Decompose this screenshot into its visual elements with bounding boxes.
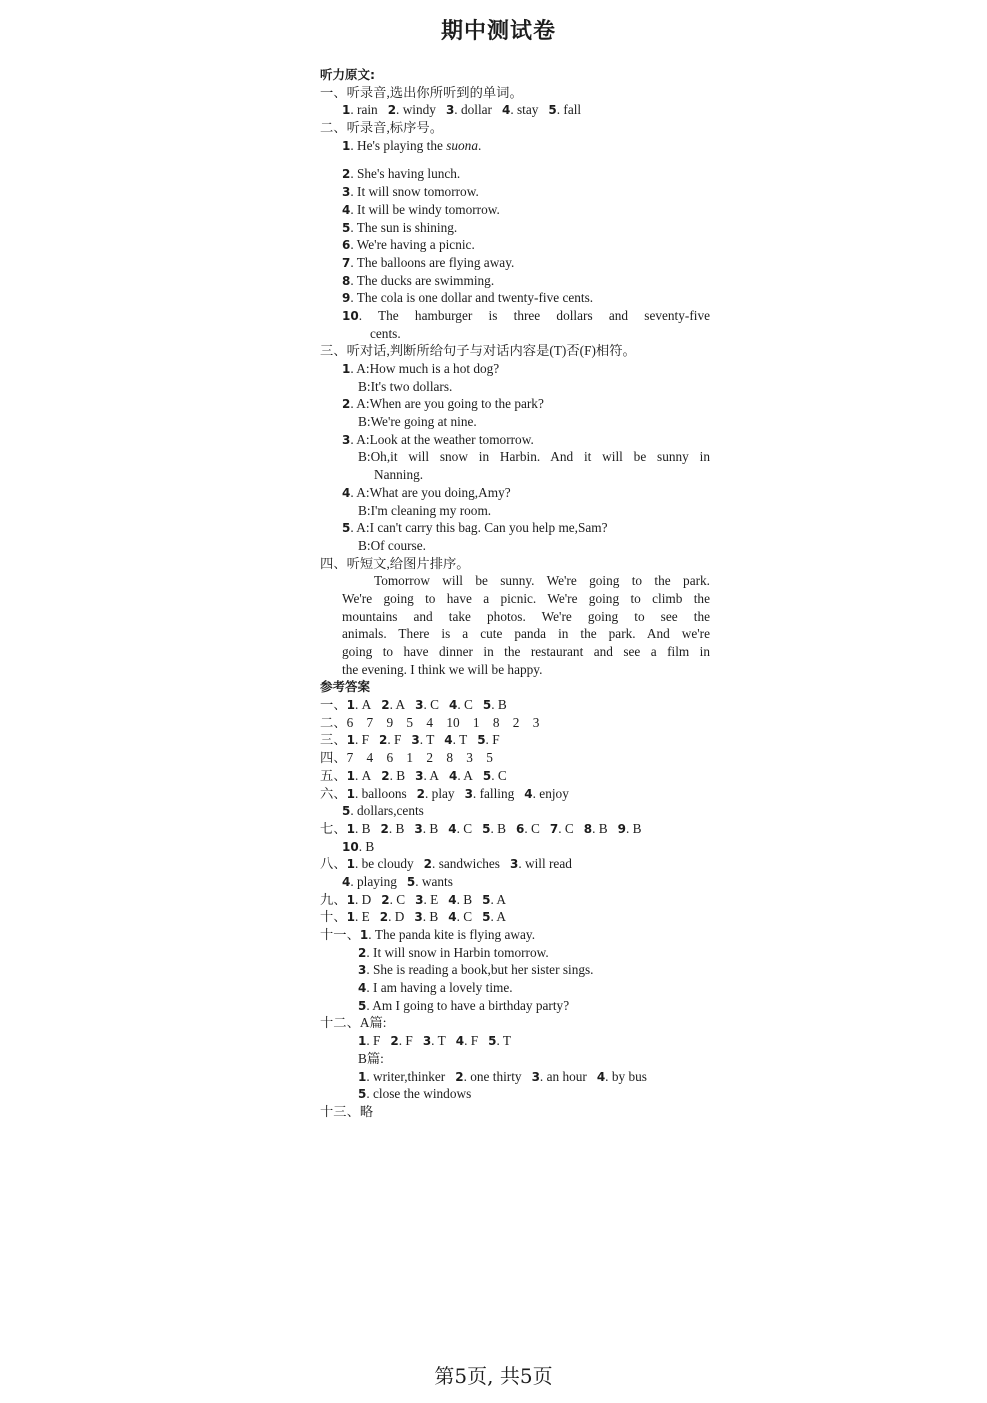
passage-line: the evening. I think we will be happy.	[342, 661, 543, 677]
dialog-line: 5. A:I can't carry this bag. Can you help me,Sam?	[342, 520, 608, 536]
answer-row-4: 四、7 4 6 1 2 8 3 5	[320, 750, 493, 766]
passage-line: We're going to have a picnic. We're going to climb the	[342, 590, 710, 606]
answer-row-11-item: 2. It will snow in Harbin tomorrow.	[358, 944, 549, 960]
listening-header: 听力原文:	[320, 67, 375, 82]
dialog-line: B:I'm cleaning my room.	[358, 502, 492, 518]
section-1-answers: 1. rain 2. windy 3. dollar 4. stay 5. fall	[342, 102, 582, 118]
answer-row-6-continued: 5. dollars,cents	[342, 803, 424, 819]
page-title: 期中测试卷	[440, 19, 556, 44]
answer-row-10: 十、1. E 2. D 3. B 4. C 5. A	[320, 909, 506, 925]
answer-row-12: 十二、A篇:	[320, 1015, 387, 1031]
answers-header: 参考答案	[320, 679, 371, 695]
section-2-title: 二、听录音,标序号。	[320, 120, 443, 136]
section-2-item: 10. The hamburger is three dollars and seventy-five	[342, 307, 710, 323]
answer-row-12-part-a: 1. F 2. F 3. T 4. F 5. T	[358, 1033, 512, 1049]
section-2-item: 7. The balloons are flying away.	[342, 254, 515, 270]
answer-row-1: 一、1. A 2. A 3. C 4. C 5. B	[320, 697, 507, 713]
passage-line: animals. There is a cute panda in the park. And we're	[342, 626, 710, 642]
answer-row-11-item: 5. Am I going to have a birthday party?	[358, 997, 570, 1013]
answer-row-12-part-b-label: B篇:	[358, 1050, 384, 1066]
answer-row-8-continued: 4. playing 5. wants	[342, 873, 453, 889]
section-2-item: 5. The sun is shining.	[342, 219, 458, 235]
dialog-line-continued: Nanning.	[374, 467, 424, 483]
section-4-title: 四、听短文,给图片排序。	[320, 555, 470, 571]
section-2-item: 4. It will be windy tomorrow.	[342, 201, 500, 217]
page-footer: 第5页, 共5页	[434, 1364, 553, 1388]
answer-row-12-part-b: 1. writer,thinker 2. one thirty 3. an hour 4. by bus	[358, 1068, 647, 1084]
passage-line: Tomorrow will be sunny. We're going to the park.	[374, 573, 710, 589]
answer-row-8: 八、1. be cloudy 2. sandwiches 3. will read	[320, 856, 572, 872]
answer-row-12-part-b-continued: 5. close the windows	[358, 1086, 472, 1102]
answer-row-11-item: 4. I am having a lovely time.	[358, 980, 513, 996]
answer-row-6: 六、1. balloons 2. play 3. falling 4. enjoy	[320, 785, 569, 801]
answer-row-11-item: 3. She is reading a book,but her sister sings.	[358, 962, 594, 978]
answer-row-5: 五、1. A 2. B 3. A 4. A 5. C	[320, 767, 507, 783]
content-column	[320, 66, 710, 1121]
answer-row-13: 十三、略	[320, 1103, 374, 1119]
passage-line: going to have dinner in the restaurant and see a film in	[342, 644, 710, 659]
answer-row-3: 三、1. F 2. F 3. T 4. T 5. F	[320, 732, 500, 748]
section-2-item: 8. The ducks are swimming.	[342, 272, 495, 288]
answer-row-9: 九、1. D 2. C 3. E 4. B 5. A	[320, 891, 506, 907]
section-2-item: 3. It will snow tomorrow.	[342, 184, 479, 200]
answer-row-11: 十一、1. The panda kite is flying away.	[320, 927, 536, 942]
dialog-line: 1. A:How much is a hot dog?	[342, 361, 500, 376]
answer-row-7-continued: 10. B	[342, 838, 375, 854]
dialog-line: 2. A:When are you going to the park?	[342, 396, 544, 412]
section-3-title: 三、听对话,判断所给句子与对话内容是(T)否(F)相符。	[320, 343, 636, 359]
section-2-item: 1. He's playing the suona.	[342, 137, 482, 153]
passage-line: mountains and take photos. We're going to see the	[342, 608, 710, 624]
dialog-line: B:It's two dollars.	[358, 378, 453, 394]
dialog-line: B:Of course.	[358, 537, 426, 553]
section-2-item: 6. We're having a picnic.	[342, 237, 475, 253]
section-2-item: 9. The cola is one dollar and twenty-five cents.	[342, 290, 594, 306]
answer-row-7: 七、1. B 2. B 3. B 4. C 5. B 6. C 7. C 8. B 9. B	[320, 820, 642, 836]
section-1-title: 一、听录音,选出你所听到的单词。	[320, 84, 523, 100]
section-2-item-continued: cents.	[370, 325, 401, 341]
answer-row-2: 二、6 7 9 5 4 10 1 8 2 3	[320, 714, 540, 730]
dialog-line: B:Oh,it will snow in Harbin. And it will be sunny in	[358, 449, 710, 465]
dialog-line: 4. A:What are you doing,Amy?	[342, 484, 511, 500]
dialog-line: B:We're going at nine.	[358, 414, 477, 430]
section-2-item: 2. She's having lunch.	[342, 166, 461, 182]
dialog-line: 3. A:Look at the weather tomorrow.	[342, 431, 534, 447]
